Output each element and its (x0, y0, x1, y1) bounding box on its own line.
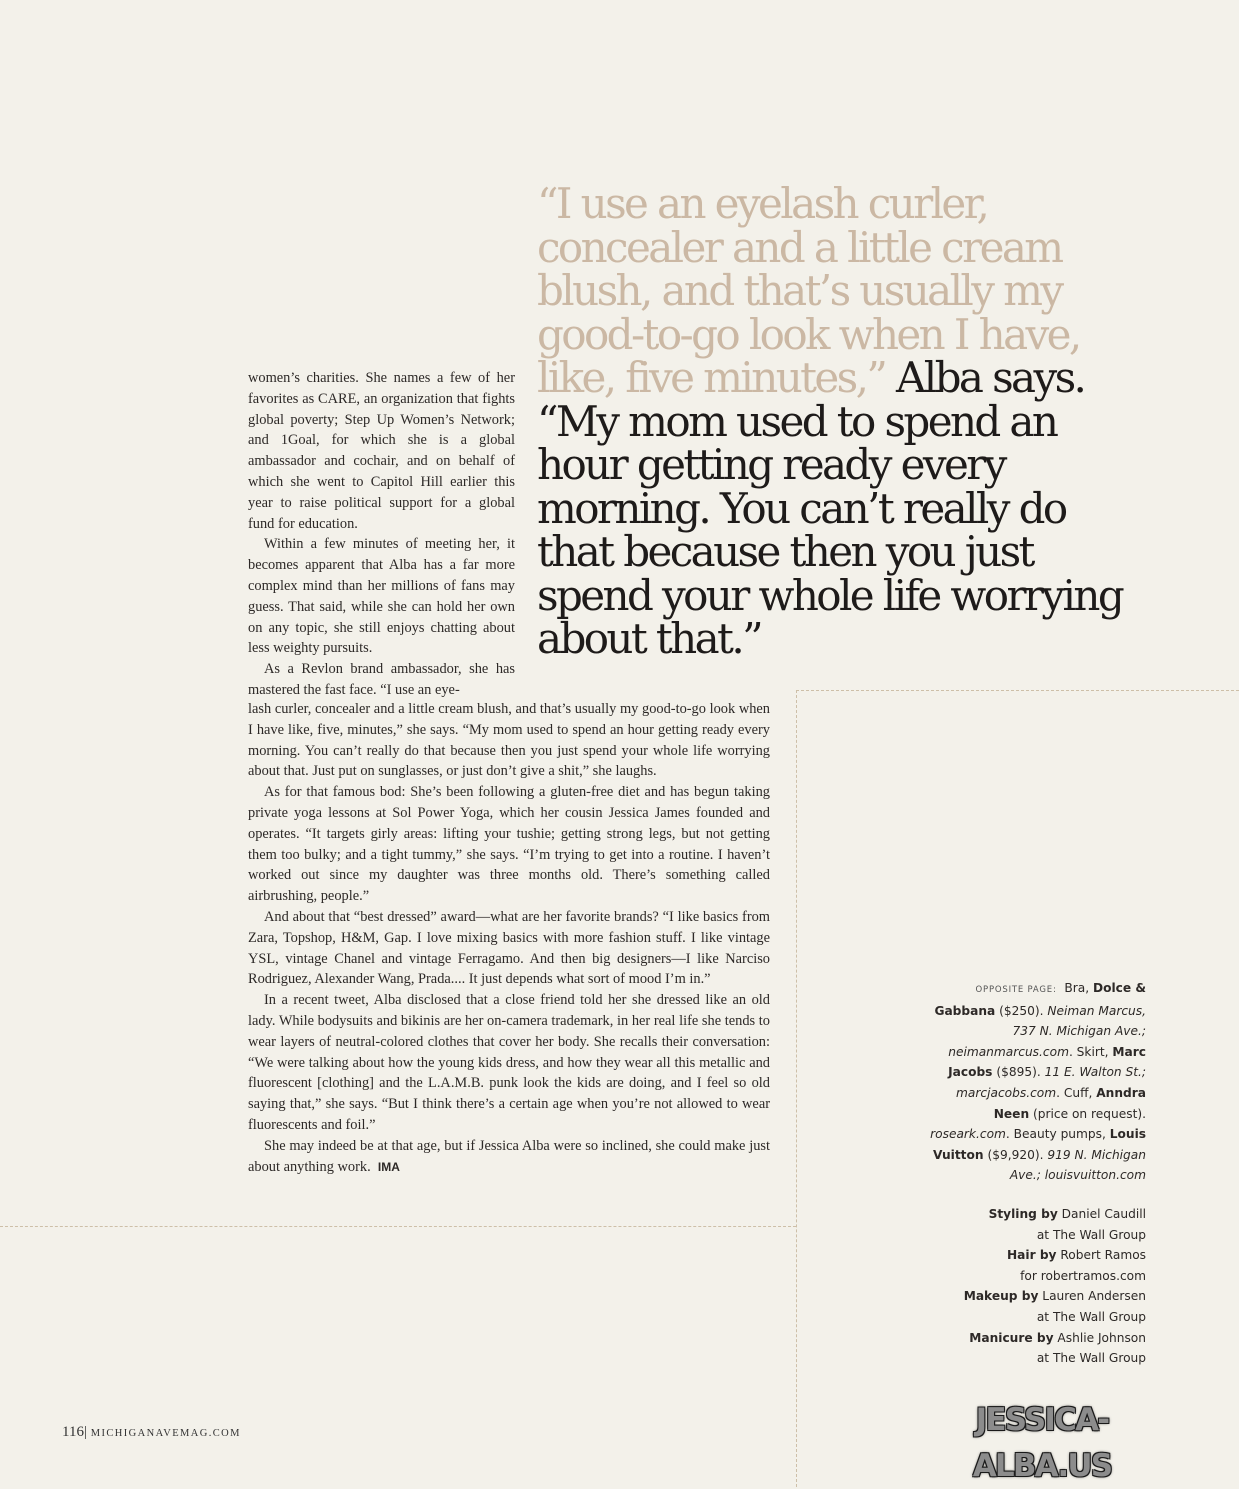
fashion-credits (930, 978, 1146, 1186)
sign-off-mark: IMA (377, 1159, 400, 1174)
staff-line-styling (900, 1204, 1146, 1225)
staff-line-makeup (900, 1286, 1146, 1307)
article-paragraph: As for that famous bod: She’s been following a gluten-free diet and has begun taking private yoga lessons at Sol Power Yoga, which her cousin Jessica James founded and operates. “It targets girly areas: lifting your tushie; getting strong legs, but not getting them too bulky; and a tight tummy,” she says. “I’m trying to get into a routine. I haven’t worked out since my daughter was three months old. There’s something called airbrushing, people.” (248, 784, 770, 905)
credit-store: 11 E. Walton St.; marcjacobs.com (956, 1065, 1146, 1100)
article-paragraph: And about that “best dressed” award—what are her favorite brands? “I like basics from Zara, Topshop, H&M, Gap. I love mixing basics with more fashion stuff. I like vintage YSL, vintage Chanel and vintage Ferragamo. And then big designers—I like Narciso Rodriguez, Alexander Wang, Prada.... It just depends what sort of mood I’m in.” (248, 908, 770, 988)
pull-quote-light: “I use an eyelash curler, concealer and a little cream blush, and that’s usually my good-to-go look when I have, like, five minutes,” (537, 179, 1080, 402)
staff-name: Daniel Caudill (1061, 1207, 1146, 1221)
rule-vertical (796, 690, 797, 1487)
staff-affiliation: at The Wall Group (1036, 1309, 1146, 1324)
staff-affiliation: for robertramos.com (1020, 1268, 1146, 1283)
final-paragraph-text: She may indeed be at that age, but if Jessica Alba were so inclined, she could make just about anything work. (248, 1137, 770, 1175)
staff-line-manicure (900, 1328, 1146, 1349)
credit-text: . Cuff, (1056, 1085, 1093, 1100)
credit-text: Bra, (1064, 981, 1090, 995)
credit-brand: Marc Jacobs (948, 1044, 1146, 1080)
rule-right-top (796, 690, 1239, 691)
credit-brand: Anndra Neen (993, 1085, 1146, 1121)
site-watermark: JESSICA-ALBA.US (972, 1402, 1112, 1484)
credit-text: ($250). (999, 1003, 1044, 1018)
folio-separator: | (83, 1424, 87, 1440)
staff-affiliation: at The Wall Group (1036, 1227, 1146, 1242)
magazine-website: MICHIGANAVEMAG.COM (90, 1428, 241, 1439)
article-final-paragraph (248, 1136, 770, 1178)
article-wide-column (248, 699, 770, 1177)
credit-text: ($9,920). (987, 1147, 1044, 1162)
article-paragraph: lash curler, concealer and a little cream blush, and that’s usually my good-to-go look when I have like, five, minutes,” she says. “My mom used to spend an hour getting ready every morning. You can’t really do that because then you just spend your whole life worrying about that. Just put on sunglasses, or just don’t give a shit,” she laughs. (248, 701, 770, 780)
credit-text: (price on request). (1033, 1106, 1146, 1121)
page-number: 116 (62, 1424, 84, 1440)
rule-left-bottom (0, 1226, 796, 1227)
credit-text: . Beauty pumps, (1005, 1127, 1106, 1142)
staff-name: Lauren Andersen (1042, 1289, 1146, 1304)
staff-role: Styling by (988, 1207, 1058, 1221)
staff-role: Manicure by (969, 1330, 1054, 1345)
staff-name: Ashlie Johnson (1057, 1330, 1146, 1345)
staff-line-hair (900, 1245, 1146, 1266)
article-paragraph: Within a few minutes of meeting her, it becomes apparent that Alba has a far more complex mind than her millions of fans may guess. That said, while she can hold her own on any topic, she still enjoys chatting about less weighty pursuits. (248, 536, 515, 657)
staff-role: Makeup by (963, 1289, 1039, 1304)
credit-store: 919 N. Michigan Ave.; louisvuitton.com (1009, 1147, 1146, 1183)
article-paragraph: women’s charities. She names a few of her favorites as CARE, an organization that fights global poverty; Step Up Women’s Network; and 1Goal, for which she is a global ambassador and cochair, and on behalf of which she went to Capitol Hill earlier this year to raise political support for a global fund for education. (248, 370, 515, 532)
pull-quote-dark: Alba says. “My mom used to spend an hour getting ready every morning. You can’t really do that because then you just spend your whole life worrying about that.” (537, 353, 1123, 663)
credit-store: Neiman Marcus, 737 N. Michigan Ave.; neimanmarcus.com (948, 1003, 1146, 1059)
article-paragraph: As a Revlon brand ambassador, she has mastered the fast face. “I use an eye- (248, 661, 515, 698)
credit-brand: Dolce & Gabbana (934, 981, 1146, 1018)
staff-name: Robert Ramos (1060, 1248, 1146, 1263)
credit-text: ($895). (996, 1065, 1041, 1080)
staff-credits (900, 1204, 1146, 1369)
staff-affiliation: at The Wall Group (1036, 1351, 1146, 1366)
article-narrow-column (248, 368, 515, 701)
pull-quote (537, 179, 1137, 663)
credit-store: roseark.com (930, 1127, 1006, 1142)
article-paragraph: In a recent tweet, Alba disclosed that a close friend told her she dressed like an old lady. While bodysuits and bikinis are her on-camera trademark, in her real life she tends to wear layers of neutral-colored clothes that cover her body. She recalls their conversation: “We were talking about how the young kids dress, and how they wear all this metallic and fluorescent [clothing] and the L.A.M.B. punk look the kids are doing, and I feel so old saying that,” she says. “But I think there’s a certain age when you’re not allowed to wear fluorescents and foil.” (248, 992, 770, 1133)
staff-role: Hair by (1006, 1248, 1057, 1263)
credits-label: OPPOSITE PAGE: (975, 985, 1057, 995)
credit-text: . Skirt, (1068, 1044, 1109, 1059)
credit-brand: Louis Vuitton (933, 1127, 1146, 1162)
page-folio (62, 1424, 241, 1441)
